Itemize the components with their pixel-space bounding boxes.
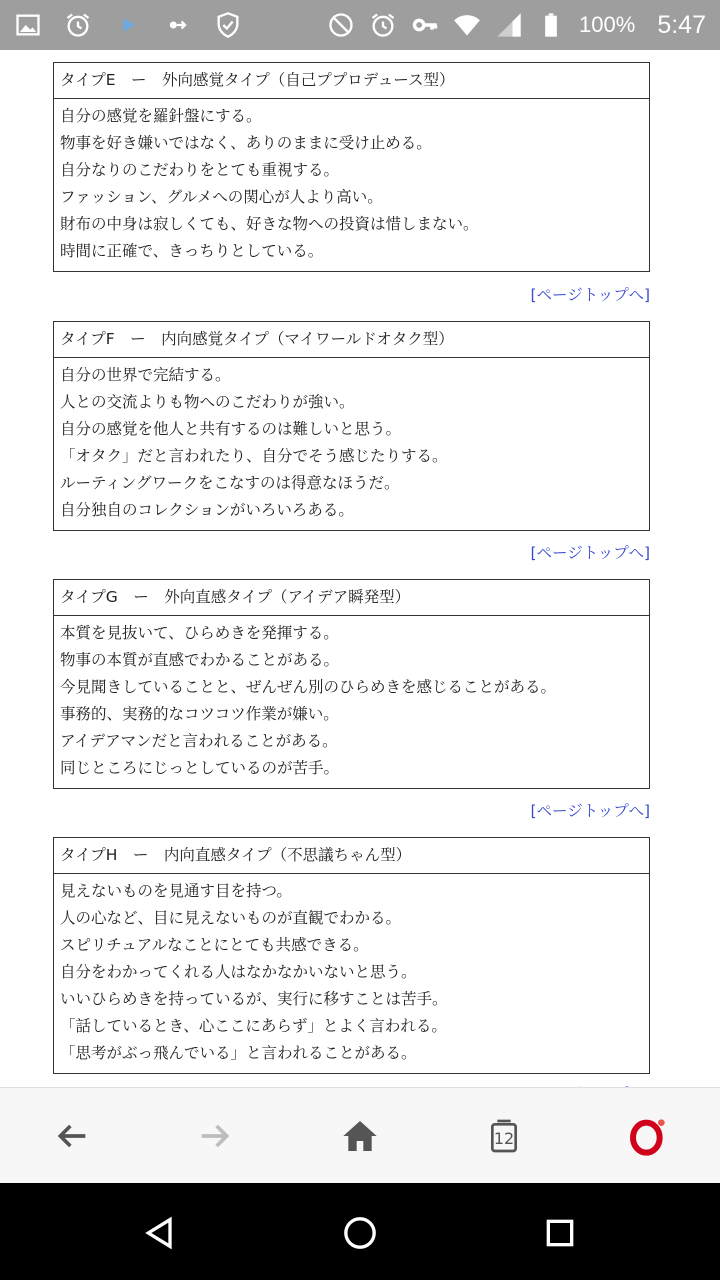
type-line: 同じところにじっとしているのが苦手。: [60, 759, 340, 777]
image-icon: [14, 11, 42, 39]
type-body: [54, 358, 649, 530]
type-body: [54, 99, 649, 271]
type-line: ファッション、グルメへの関心が人より高い。: [60, 188, 383, 206]
browser-toolbar: [0, 1087, 720, 1183]
type-body: [54, 616, 649, 788]
android-nav-bar: [0, 1183, 720, 1280]
clock: 5:47: [657, 10, 706, 39]
battery-percent: 100%: [579, 12, 636, 37]
home-icon: [340, 1116, 380, 1156]
type-line: 自分の世界で完結する。: [60, 366, 231, 384]
type-line: 「思考がぶっ飛んでいる」と言われることがある。: [60, 1044, 417, 1062]
type-line: いいひらめきを持っているが、実行に移すことは苦手。: [60, 990, 448, 1008]
opera-icon: [628, 1116, 668, 1156]
status-bar: [0, 0, 720, 50]
battery-icon: [537, 11, 565, 39]
alarm-icon: [369, 11, 397, 39]
forward-arrow-icon: [195, 1116, 235, 1156]
type-line: 事務的、実務的なコツコツ作業が嫌い。: [60, 705, 339, 723]
do-not-disturb-icon: [327, 11, 355, 39]
type-line: 今見聞きしていることと、ぜんぜん別のひらめきを感じることがある。: [60, 678, 557, 696]
back-arrow-icon: [52, 1116, 92, 1156]
page-top-link[interactable]: [ページトップへ]: [530, 802, 650, 820]
type-line: アイデアマンだと言われることがある。: [60, 732, 338, 750]
type-header: タイプE ー 外向感覚タイプ（自己ププロデュース型）: [54, 63, 649, 99]
home-button[interactable]: [336, 1112, 384, 1160]
type-body: [54, 874, 649, 1073]
page-top-link[interactable]: [ページトップへ]: [530, 544, 650, 562]
opera-menu-button[interactable]: [624, 1112, 672, 1160]
back-button[interactable]: [48, 1112, 96, 1160]
vpn-shield-icon: [214, 11, 242, 39]
type-box-h: [53, 837, 650, 1074]
type-line: 自分の感覚を他人と共有するのは難しいと思う。: [60, 420, 402, 438]
type-line: 財布の中身は寂しくても、好きな物への投資は惜しまない。: [60, 215, 479, 233]
type-line: スピリチュアルなことにとても共感できる。: [60, 936, 369, 954]
nav-recents-button[interactable]: [538, 1211, 582, 1255]
type-line: 自分なりのこだわりをとても重視する。: [60, 161, 340, 179]
type-box-g: [53, 579, 650, 789]
type-line: 人の心など、目に見えないものが直観でわかる。: [60, 909, 402, 927]
nav-back-icon: [140, 1213, 180, 1253]
type-line: 物事の本質が直感でわかることがある。: [60, 651, 340, 669]
type-line: 自分独自のコレクションがいろいろある。: [60, 501, 354, 519]
signal-icon: [495, 11, 523, 39]
type-line: 人との交流よりも物へのこだわりが強い。: [60, 393, 355, 411]
nav-home-button[interactable]: [338, 1211, 382, 1255]
type-header: タイプF ー 内向感覚タイプ（マイワールドオタク型）: [54, 322, 649, 358]
page-top-link[interactable]: [ページトップへ]: [530, 286, 650, 304]
page-content: [0, 50, 720, 1087]
type-box-e: [53, 62, 650, 272]
type-line: 自分をわかってくれる人はなかなかいないと思う。: [60, 963, 417, 981]
forward-button[interactable]: [191, 1112, 239, 1160]
type-line: ルーティングワークをこなすのは得意なほうだ。: [60, 474, 400, 492]
key-icon: [411, 11, 439, 39]
type-header: タイプG ー 外向直感タイプ（アイデア瞬発型）: [54, 580, 649, 616]
type-line: 見えないものを見通す目を持つ。: [60, 882, 292, 900]
type-line: 物事を好き嫌いではなく、ありのままに受け止める。: [60, 134, 432, 152]
wifi-icon: [453, 11, 481, 39]
tabs-count: 12: [493, 1128, 515, 1148]
type-header: タイプH ー 内向直感タイプ（不思議ちゃん型）: [54, 838, 649, 874]
play-icon: [114, 11, 142, 39]
type-line: 本質を見抜いて、ひらめきを発揮する。: [60, 624, 339, 642]
tabs-button[interactable]: [480, 1112, 528, 1160]
type-box-f: [53, 321, 650, 531]
type-line: 「話しているとき、心ここにあらず」とよく言われる。: [60, 1017, 447, 1035]
nav-home-icon: [340, 1213, 380, 1253]
nav-recents-icon: [540, 1213, 580, 1253]
type-line: 「オタク」だと言われたり、自分でそう感じたりする。: [60, 447, 448, 465]
type-line: 自分の感覚を羅針盤にする。: [60, 107, 262, 125]
nav-back-button[interactable]: [138, 1211, 182, 1255]
type-line: 時間に正確で、きっちりとしている。: [60, 242, 324, 260]
alarm-icon: [64, 11, 92, 39]
key-arrows-icon: [164, 11, 192, 39]
